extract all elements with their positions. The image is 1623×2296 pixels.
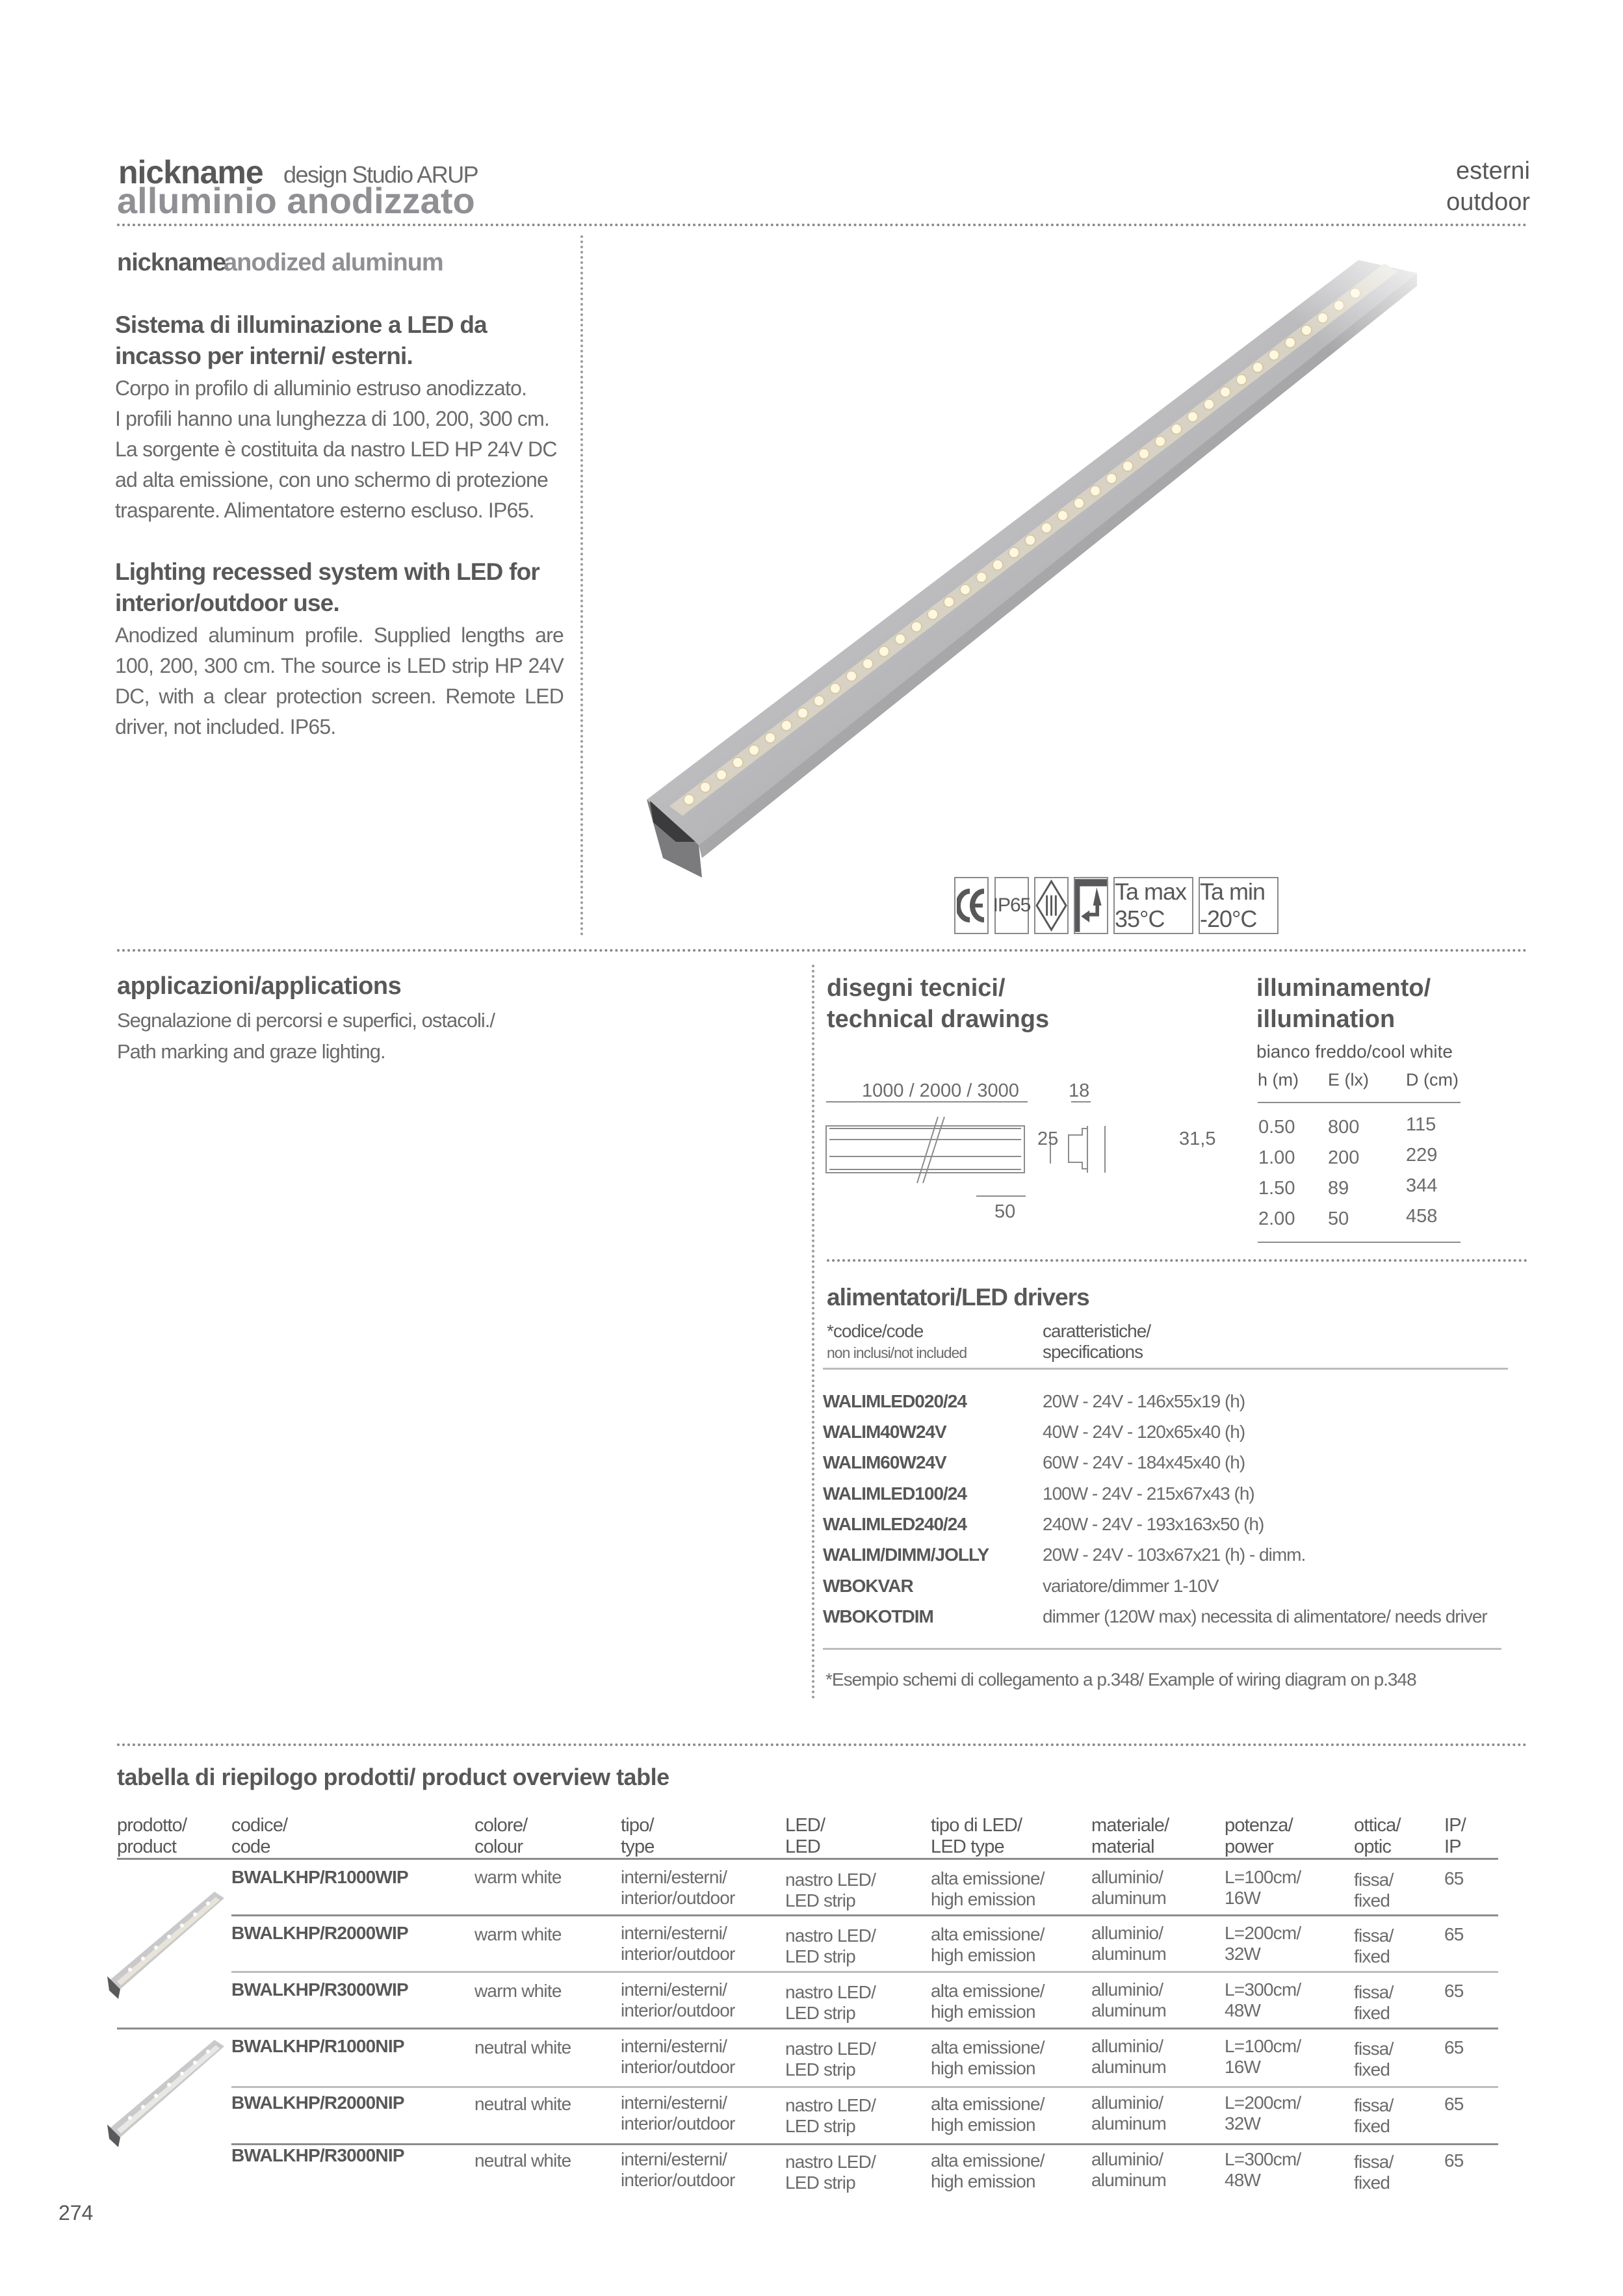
- row-material: alluminio/ aluminum: [1091, 1979, 1166, 2020]
- row-led: nastro LED/ LED strip: [785, 2152, 876, 2193]
- row-ip: 65: [1444, 2037, 1464, 2057]
- dim-length: 1000 / 2000 / 3000: [862, 1080, 1019, 1101]
- row-led: nastro LED/ LED strip: [785, 2095, 876, 2136]
- drivers-col-code: *codice/code: [827, 1321, 924, 1341]
- driver-code: WBOKOTDIM: [823, 1606, 933, 1626]
- row-material: alluminio/ aluminum: [1091, 2149, 1166, 2190]
- col-product: prodotto/ product: [117, 1815, 187, 1857]
- row-type: interni/esterni/ interior/outdoor: [621, 2036, 735, 2077]
- illum-h-3: 2.00: [1258, 1208, 1295, 1229]
- illumination-title-2: illumination: [1256, 1006, 1396, 1033]
- ip65-badge: [994, 877, 1029, 934]
- row-led: nastro LED/ LED strip: [785, 1925, 876, 1966]
- col-power: potenza/ power: [1225, 1815, 1293, 1857]
- row-code: BWALKHP/R1000NIP: [231, 2036, 404, 2056]
- technical-drawings-title-2: technical drawings: [827, 1006, 1050, 1033]
- drivers-header-line: [823, 1368, 1508, 1370]
- recessed-install-badge: [1074, 877, 1108, 934]
- row-led: nastro LED/ LED strip: [785, 1870, 876, 1911]
- illum-h-1: 1.00: [1258, 1147, 1295, 1168]
- header-divider: [117, 224, 1527, 226]
- technical-drawings-title-1: disegni tecnici/: [827, 974, 1006, 1002]
- applications-title: applicazioni/applications: [117, 972, 402, 1000]
- illumination-subtitle: bianco freddo/cool white: [1256, 1041, 1453, 1062]
- row-code: BWALKHP/R2000WIP: [231, 1923, 408, 1943]
- row-power: L=100cm/ 16W: [1225, 2036, 1301, 2077]
- dim-height-outer: 31,5: [1179, 1128, 1216, 1149]
- driver-code: WALIM60W24V: [823, 1452, 946, 1472]
- col-code: codice/ code: [231, 1815, 288, 1857]
- ta-max-badge: [1113, 877, 1193, 934]
- class-iii-badge: [1034, 877, 1069, 934]
- drivers-footnote: *Esempio schemi di collegamento a p.348/ Example of wiring diagram on p.348: [825, 1669, 1416, 1689]
- illum-e-0: 800: [1328, 1117, 1360, 1138]
- row-led-type: alta emissione/ high emission: [931, 2037, 1045, 2078]
- column-divider-2: [812, 965, 814, 1699]
- illum-d-3: 458: [1406, 1206, 1438, 1227]
- applications-line-en: Path marking and graze lighting.: [117, 1040, 385, 1063]
- row-colour: neutral white: [474, 2150, 571, 2171]
- illum-col-d: D (cm): [1406, 1070, 1459, 1089]
- row-ip: 65: [1444, 1924, 1464, 1944]
- row-optic: fissa/ fixed: [1354, 2095, 1394, 2136]
- group-divider: [117, 2028, 1498, 2029]
- row-code: BWALKHP/R2000NIP: [231, 2093, 404, 2113]
- row-ip: 65: [1444, 1981, 1464, 2001]
- row-ip: 65: [1444, 2094, 1464, 2114]
- driver-code: WALIMLED240/24: [823, 1514, 967, 1534]
- page-number: 274: [58, 2201, 94, 2224]
- row-type: interni/esterni/ interior/outdoor: [621, 2093, 735, 2133]
- col-colour: colore/ colour: [474, 1815, 528, 1857]
- driver-spec: dimmer (120W max) necessita di alimentatore/ needs driver: [1043, 1606, 1487, 1626]
- row-power: L=200cm/ 32W: [1225, 1923, 1301, 1964]
- row-colour: neutral white: [474, 2094, 571, 2114]
- row-power: L=300cm/ 48W: [1225, 2149, 1301, 2190]
- illum-footer-line: [1258, 1242, 1461, 1243]
- row-colour: neutral white: [474, 2037, 571, 2057]
- description-heading-en: Lighting recessed system with LED for interior/outdoor use.: [115, 558, 539, 616]
- row-type: interni/esterni/ interior/outdoor: [621, 1979, 735, 2020]
- table-header-line: [117, 1858, 1498, 1860]
- col-led-type: tipo di LED/ LED type: [931, 1815, 1022, 1857]
- column-divider: [580, 235, 583, 936]
- description-body-it-1: Corpo in profilo di alluminio estruso anodizzato.: [115, 376, 527, 400]
- subtitle-material: anodized aluminum: [224, 249, 443, 276]
- ce-mark-badge: [954, 877, 989, 934]
- category-en: outdoor: [1446, 189, 1530, 216]
- illumination-title-1: illuminamento/: [1256, 974, 1431, 1002]
- row-power: L=300cm/ 48W: [1225, 1979, 1301, 2020]
- class-iii-icon: [1035, 878, 1067, 933]
- col-optic: ottica/ optic: [1354, 1815, 1401, 1857]
- row-material: alluminio/ aluminum: [1091, 1923, 1166, 1964]
- product-name: nickname: [118, 154, 263, 190]
- drivers-col-spec-2: specifications: [1043, 1342, 1143, 1362]
- description-body-it-4: ad alta emissione, con uno schermo di protezione: [115, 468, 549, 491]
- row-optic: fissa/ fixed: [1354, 2152, 1394, 2193]
- product-material-title: alluminio anodizzato: [117, 180, 475, 221]
- col-led: LED/ LED: [785, 1815, 825, 1857]
- ce-mark-icon: [957, 887, 987, 924]
- row-led-type: alta emissione/ high emission: [931, 1981, 1045, 2022]
- row-led: nastro LED/ LED strip: [785, 1982, 876, 2023]
- row-led-type: alta emissione/ high emission: [931, 2094, 1045, 2135]
- driver-spec: 100W - 24V - 215x67x43 (h): [1043, 1483, 1254, 1504]
- illum-col-h: h (m): [1258, 1070, 1299, 1089]
- row-divider: [231, 1914, 1498, 1916]
- row-ip: 65: [1444, 1868, 1464, 1888]
- row-material: alluminio/ aluminum: [1091, 2093, 1166, 2133]
- description-body-en: Anodized aluminum profile. Supplied lengths are 100, 200, 300 cm. The source is LED strip HP 24V DC, with a clear protection screen. Remote LED driver, not included. IP65.: [115, 623, 564, 738]
- section-divider: [117, 949, 1527, 952]
- category-it: esterni: [1455, 157, 1530, 185]
- driver-code: WALIM/DIMM/JOLLY: [823, 1545, 989, 1565]
- row-code: BWALKHP/R3000NIP: [231, 2145, 404, 2165]
- dim-height-inner: 25: [1037, 1128, 1059, 1149]
- driver-spec: 240W - 24V - 193x163x50 (h): [1043, 1514, 1264, 1534]
- illum-e-2: 89: [1328, 1178, 1349, 1199]
- drivers-divider: [827, 1259, 1527, 1262]
- row-power: L=200cm/ 32W: [1225, 2093, 1301, 2133]
- row-led: nastro LED/ LED strip: [785, 2039, 876, 2080]
- row-led-type: alta emissione/ high emission: [931, 1868, 1045, 1909]
- driver-code: WALIMLED020/24: [823, 1391, 967, 1411]
- driver-spec: variatore/dimmer 1-10V: [1043, 1576, 1219, 1596]
- driver-code: WALIMLED100/24: [823, 1483, 967, 1504]
- col-material: materiale/ material: [1091, 1815, 1169, 1857]
- description-body-it-5: trasparente. Alimentatore esterno escluso. IP65.: [115, 499, 534, 522]
- designer-credit: design Studio ARUP: [283, 161, 478, 188]
- row-led-type: alta emissione/ high emission: [931, 2150, 1045, 2191]
- row-colour: warm white: [474, 1981, 562, 2001]
- product-image: [624, 234, 1430, 897]
- dim-profile-width: 50: [994, 1201, 1016, 1222]
- driver-spec: 60W - 24V - 184x45x40 (h): [1043, 1452, 1245, 1472]
- illum-col-e: E (lx): [1328, 1070, 1369, 1089]
- row-type: interni/esterni/ interior/outdoor: [621, 1923, 735, 1964]
- description-heading-it: Sistema di illuminazione a LED da incasso per interni/ esterni.: [115, 311, 487, 369]
- product-thumbnail-warm: [104, 1879, 234, 2009]
- driver-spec: 20W - 24V - 146x55x19 (h): [1043, 1391, 1245, 1411]
- row-ip: 65: [1444, 2150, 1464, 2171]
- overview-divider: [117, 1743, 1527, 1746]
- row-type: interni/esterni/ interior/outdoor: [621, 1867, 735, 1908]
- illum-e-1: 200: [1328, 1147, 1360, 1168]
- row-colour: warm white: [474, 1924, 562, 1944]
- drivers-col-spec-1: caratteristiche/: [1043, 1321, 1151, 1341]
- row-led-type: alta emissione/ high emission: [931, 1924, 1045, 1965]
- row-material: alluminio/ aluminum: [1091, 2036, 1166, 2077]
- illum-header-line: [1258, 1102, 1461, 1103]
- ta-min-label: Ta min -20°C: [1200, 878, 1266, 932]
- col-ip: IP/ IP: [1444, 1815, 1466, 1857]
- row-divider: [231, 2143, 1498, 2145]
- overview-title: tabella di riepilogo prodotti/ product overview table: [117, 1764, 669, 1790]
- ip65-label: IP65: [993, 894, 1031, 916]
- row-material: alluminio/ aluminum: [1091, 1867, 1166, 1908]
- illum-h-2: 1.50: [1258, 1178, 1295, 1199]
- row-code: BWALKHP/R1000WIP: [231, 1867, 408, 1887]
- description-body-it-2: I profili hanno una lunghezza di 100, 200, 300 cm.: [115, 407, 550, 430]
- illum-h-0: 0.50: [1258, 1117, 1295, 1138]
- drivers-footer-line: [823, 1648, 1501, 1650]
- illum-d-1: 229: [1406, 1145, 1438, 1166]
- profile-side-drawing: [824, 1110, 1136, 1188]
- dim-line-length: [826, 1101, 1028, 1102]
- driver-spec: 20W - 24V - 103x67x21 (h) - dimm.: [1043, 1545, 1306, 1565]
- driver-code: WBOKVAR: [823, 1576, 913, 1596]
- driver-code: WALIM40W24V: [823, 1422, 946, 1442]
- row-colour: warm white: [474, 1867, 562, 1887]
- recessed-install-icon: [1075, 877, 1107, 934]
- row-code: BWALKHP/R3000WIP: [231, 1979, 408, 2000]
- drivers-col-code-note: non inclusi/not included: [827, 1344, 967, 1361]
- dim-width: 18: [1069, 1080, 1090, 1101]
- row-optic: fissa/ fixed: [1354, 1925, 1394, 1966]
- row-optic: fissa/ fixed: [1354, 1982, 1394, 2023]
- row-power: L=100cm/ 16W: [1225, 1867, 1301, 1908]
- row-optic: fissa/ fixed: [1354, 2039, 1394, 2080]
- row-type: interni/esterni/ interior/outdoor: [621, 2149, 735, 2190]
- description-body-it-3: La sorgente è costituita da nastro LED HP 24V DC: [115, 437, 557, 461]
- ta-max-label: Ta max 35°C: [1115, 878, 1187, 932]
- driver-spec: 40W - 24V - 120x65x40 (h): [1043, 1422, 1245, 1442]
- row-optic: fissa/ fixed: [1354, 1870, 1394, 1911]
- col-type: tipo/ type: [621, 1815, 655, 1857]
- ta-min-badge: [1199, 877, 1279, 934]
- illum-e-3: 50: [1328, 1208, 1349, 1229]
- applications-line-it: Segnalazione di percorsi e superfici, ostacoli./: [117, 1009, 495, 1032]
- dim-line-profile: [976, 1195, 1026, 1197]
- subtitle-name: nickname: [117, 249, 226, 276]
- illum-d-2: 344: [1406, 1175, 1438, 1196]
- drivers-title: alimentatori/LED drivers: [827, 1284, 1089, 1311]
- row-divider: [231, 1971, 1498, 1973]
- row-divider: [231, 2086, 1498, 2088]
- dim-line-width: [1071, 1101, 1091, 1102]
- illum-d-0: 115: [1406, 1114, 1436, 1135]
- product-thumbnail-neutral: [104, 2027, 234, 2157]
